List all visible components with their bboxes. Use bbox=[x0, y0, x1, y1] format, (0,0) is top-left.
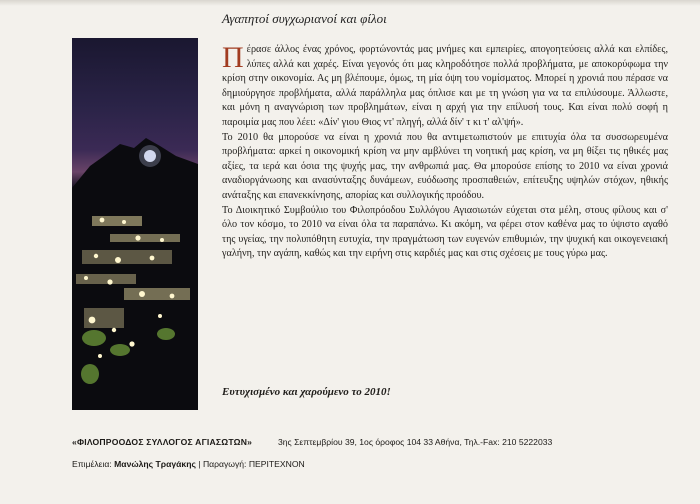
village-night-photo bbox=[72, 38, 198, 410]
credit-mid: | Παραγωγή: bbox=[195, 459, 247, 469]
credit-name: Μανώλης Τραγάκης bbox=[114, 459, 196, 469]
footer-organization: «ΦΙΛΟΠΡΟΟΔΟΣ ΣΥΛΛΟΓΟΣ ΑΓΙΑΣΩΤΩΝ» bbox=[72, 437, 253, 447]
footer-address: 3ης Σεπτεμβρίου 39, 1ος όροφος 104 33 Αθήνα, Τηλ.-Fax: 210 5222033 bbox=[278, 437, 553, 447]
letter-body bbox=[222, 43, 668, 262]
footer-credit bbox=[72, 459, 305, 469]
paragraph-3: Το Διοικητικό Συμβούλιο του Φιλοπρόοδου Συλλόγου Αγιασιωτών εύχεται στα μέλη, στους φίλους και σ' όλο τον κόσμο, το 2010 να είναι όλα τα παραπάνω. Κι ακόμη, να φέρει στον καθένα μας το ύψιστο αγαθό της υγείας, την πολυπόθητη ευτυχία, την πραγμάτωση των ευγενών επιθυμιών, την ψυχική και οικογενειακή γαλήνη, την αγάπη, καθώς και την ειρήνη στις καρδιές μας και στις σχέσεις με τους γύρω μας. bbox=[222, 204, 668, 260]
greeting-heading: Αγαπητοί συγχωριανοί και φίλοι bbox=[222, 11, 387, 26]
credit-prefix: Επιμέλεια: bbox=[72, 459, 112, 469]
drop-cap: Π bbox=[222, 41, 244, 74]
credit-production: ΠΕΡΙΤΕΧΝΟΝ bbox=[248, 459, 305, 469]
page-edge bbox=[0, 0, 700, 6]
closing-wish: Ευτυχισμένο και χαρούμενο το 2010! bbox=[222, 386, 391, 398]
paragraph-1: Πέρασε άλλος ένας χρόνος, φορτώνοντάς μας μνήμες και εμπειρίες, απογοητεύσεις αλλά και ελπίδες, λύπες αλλά και χαρές. Είναι γεγονός ότι μας κληροδότησε πολλά προβλήματα, με αποκορύφωμα την κρίση στην οικονομία. Ας μη βλέπουμε, όμως, τη μία όψη του νομίσματος. Μπορεί η χρονιά που πέρασε να δημιούργησε προβλήματα, αλλά παράλληλα μας όπλισε και με τη γνώση για να τα επιλύσουμε. Άλλωστε, και μόνη η αναγνώριση των προβλημάτων, είναι η αρχή για την επίλυσή τους. Και είναι πολύ σοφή η παροιμία μας που λέει: «Δίν' γιου Θιος ντ' πληγή, αλλά δίν' τ κι τ' αλ'ψή». bbox=[222, 41, 668, 128]
paragraph-2: Το 2010 θα μπορούσε να είναι η χρονιά που θα αντιμετωπιστούν με επιτυχία όλα τα συσσωρευμένα προβλήματα: αρκεί η οικονομική κρίση να μην αμβλύνει τη νοητική μας κρίση, να μη θίξει τις ηθικές μας αξίες, τα ιερά και όσια της ψυχής μας, την ανθρωπιά μας. Θα μπορούσε επίσης το 2010 να είναι χρονιά αναδιοργάνωσης και ανασύνταξης δυνάμεων, ευόδωσης προσπαθειών, επίτευξης υψηλών στόχων, ηθικής ανάταξης και επανεκκίνησης, απορίας και συλλογικής προόδου. bbox=[222, 131, 668, 201]
